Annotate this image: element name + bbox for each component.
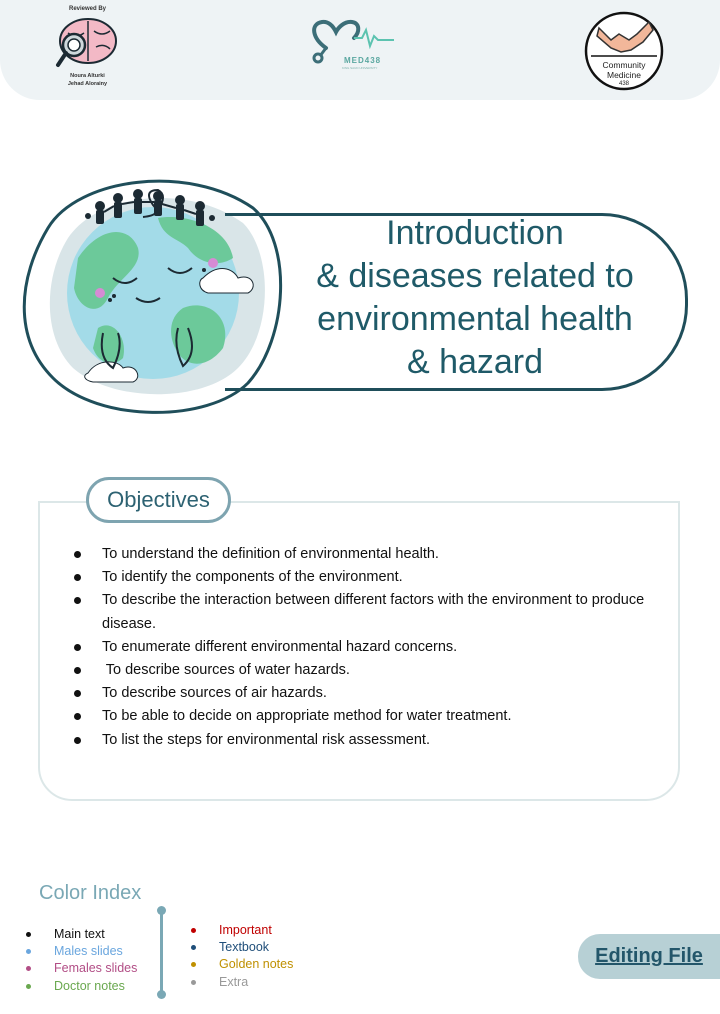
med438-text: MED438: [344, 56, 382, 65]
brain-magnifier-icon: [54, 15, 120, 71]
color-index-label: Textbook: [219, 940, 270, 955]
color-index-item: [26, 960, 137, 977]
reviewer-name-2: Jehad Alorainy: [67, 81, 108, 87]
objectives-list: [70, 543, 660, 752]
year-text: 438: [618, 81, 629, 87]
reviewer-name-1: Noura Alturki: [70, 73, 105, 79]
bullet-dot-icon: [191, 928, 196, 933]
editing-file-link[interactable]: Editing File: [578, 934, 720, 979]
bullet-dot-icon: [26, 932, 31, 937]
med438-logo: [306, 16, 406, 76]
bullet-dot-icon: [26, 949, 31, 954]
color-index-label: Females slides: [54, 961, 138, 976]
color-index-item: [26, 978, 137, 995]
bullet-dot-icon: [26, 984, 31, 989]
objectives-heading: Objectives: [86, 477, 231, 523]
objective-item: To describe sources of air hazards.: [70, 682, 660, 705]
color-index-divider: [160, 910, 163, 995]
color-index-label: Main text: [54, 927, 105, 941]
color-index-label: Golden notes: [219, 957, 294, 972]
bullet-dot-icon: [191, 980, 196, 985]
color-index-left-list: [26, 926, 137, 995]
color-index-item: [191, 922, 293, 939]
reviewer-label: Reviewed By: [68, 6, 107, 12]
med438-subtext: KING SAUD UNIVERSITY: [342, 66, 378, 70]
color-index-item: [26, 943, 137, 960]
objective-item: To be able to decide on appropriate method for water treatment.: [70, 705, 660, 728]
objective-item: To describe the interaction between different factors with the environment to produce disease.: [70, 589, 660, 635]
objective-item: To list the steps for environmental risk assessment.: [70, 729, 660, 752]
title-line-2: & diseases related to: [316, 257, 634, 295]
medicine-text: Medicine: [606, 70, 642, 80]
objective-item: To understand the definition of environmental health.: [70, 543, 660, 566]
title-line-3: environmental health: [317, 300, 633, 338]
community-text: Community: [602, 60, 646, 70]
color-index-heading: Color Index: [39, 882, 142, 904]
color-index-label: Males slides: [54, 944, 123, 959]
color-index-label: Doctor notes: [54, 978, 125, 993]
header-banner: [0, 0, 720, 100]
color-index-item: [26, 926, 137, 943]
color-index-item: [191, 974, 293, 991]
title-line-1: Introduction: [386, 214, 564, 252]
objective-item: To identify the components of the environment.: [70, 566, 660, 589]
title-line-4: & hazard: [406, 343, 544, 381]
bullet-dot-icon: [26, 966, 31, 971]
community-medicine-logo: [583, 10, 665, 92]
color-index-label: Important: [219, 923, 272, 937]
color-index-item: [191, 939, 293, 956]
page-title: [270, 212, 680, 384]
bullet-dot-icon: [191, 962, 196, 967]
reviewer-badge: [50, 6, 125, 94]
objective-item: To describe sources of water hazards.: [70, 659, 660, 682]
color-index-right-list: [191, 922, 293, 991]
objective-item: To enumerate different environmental hazard concerns.: [70, 636, 660, 659]
color-index-item: [191, 956, 293, 973]
bullet-dot-icon: [191, 945, 196, 950]
color-index-label: Extra: [219, 974, 249, 989]
